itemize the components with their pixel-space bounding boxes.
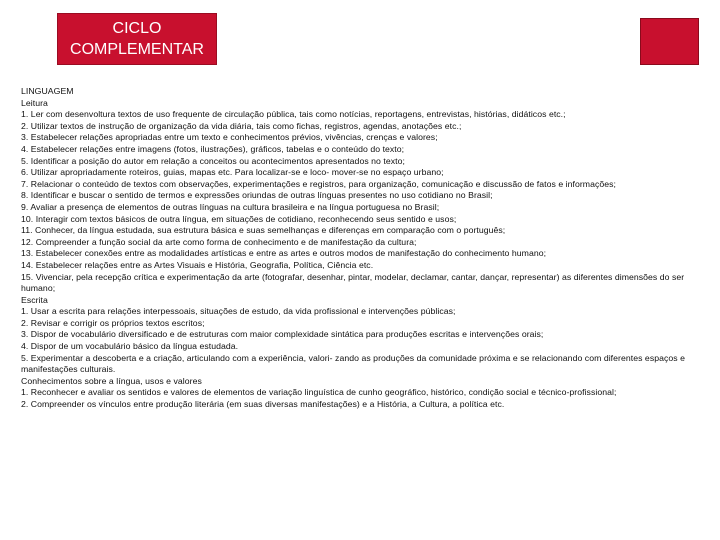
reading-item-1: 1. Ler com desenvoltura textos de uso frequente de circulação pública, tais como notícias, reportagens, entrevistas, histórias, didáticos etc.; xyxy=(21,109,566,120)
reading-item-10: 10. Interagir com textos básicos de outra língua, em situações de cotidiano, reconhecendo seus sentido e usos; xyxy=(21,213,457,224)
reading-item-5: 5. Identificar a posição do autor em relação a conceitos ou acontecimentos apresentados no texto; xyxy=(21,155,405,166)
reading-item-14: 14. Estabelecer relações entre as Artes Visuais e História, Geografia, Política, Ciência etc. xyxy=(21,259,374,270)
language-knowledge-item-2: 2. Compreender os vínculos entre produção literária (em suas diversas manifestações) e a História, a Cultura, a política etc. xyxy=(21,399,505,410)
writing-item-4: 4. Dispor de um vocabulário básico da língua estudada. xyxy=(21,341,239,352)
writing-item-3: 3. Dispor de vocabulário diversificado e de estruturas com maior complexidade sintática para produções escritas e intervenções orais; xyxy=(21,329,544,340)
reading-item-7: 7. Relacionar o conteúdo de textos com observações, experimentações e registros, para organização, comunicação e discussão de fatos e informações; xyxy=(21,178,616,189)
reading-item-4: 4. Estabelecer relações entre imagens (fotos, ilustrações), gráficos, tabelas e o conteúdo do texto; xyxy=(21,143,405,154)
reading-item-6: 6. Utilizar apropriadamente roteiros, guias, mapas etc. Para localizar-se e loco- mover-se no espaço urbano; xyxy=(21,167,444,178)
title-line-2: COMPLEMENTAR xyxy=(70,41,204,58)
reading-item-9: 9. Avaliar a presença de elementos de outras línguas na cultura brasileira e na língua portuguesa no Brasil; xyxy=(21,201,440,212)
reading-item-13: 13. Estabelecer conexões entre as modalidades artísticas e entre as artes e outros modos de manifestação do conhecimento humano; xyxy=(21,248,547,259)
reading-item-8: 8. Identificar e buscar o sentido de termos e expressões oriundas de outras línguas presentes no uso cotidiano no Brasil; xyxy=(21,190,493,201)
title-line-1: CICLO xyxy=(112,20,162,37)
writing-item-1: 1. Usar a escrita para relações interpessoais, situações de estudo, da vida profissional e intervenções públicas; xyxy=(21,306,456,317)
reading-item-3: 3. Estabelecer relações apropriadas entre um texto e conhecimentos prévios, vivências, crenças e valores; xyxy=(21,132,438,143)
content-body xyxy=(21,86,691,411)
writing-heading: Escrita xyxy=(21,294,48,305)
title-banner xyxy=(57,13,217,65)
reading-item-2: 2. Utilizar textos de instrução de organização da vida diária, tais como fichas, registros, agendas, anotações etc.; xyxy=(21,120,462,131)
reading-item-11: 11. Conhecer, da língua estudada, sua estrutura básica e suas semelhanças e diferenças em comparação com o português; xyxy=(21,225,506,236)
language-knowledge-heading: Conhecimentos sobre a língua, usos e valores xyxy=(21,375,202,386)
language-knowledge-item-1: 1. Reconhecer e avaliar os sentidos e valores de elementos de variação linguística de cunho geográfico, histórico, condição social e técnico-profissional; xyxy=(21,387,617,398)
writing-item-5: 5. Experimentar a descoberta e a criação, articulando com a experiência, valori- zando as produções da comunidade próxima e se relacionando com diferentes espaços e manifestações culturais. xyxy=(21,352,685,375)
section-heading: LINGUAGEM xyxy=(21,86,74,96)
reading-item-15: 15. Vivenciar, pela recepção crítica e experimentação da arte (fotografar, desenhar, pintar, modelar, declamar, cantar, dançar, representar) as diferentes dimensões do ser humano; xyxy=(21,271,685,294)
reading-item-12: 12. Compreender a função social da arte como forma de conhecimento e de manifestação da cultura; xyxy=(21,236,417,247)
decorative-square xyxy=(640,18,699,65)
writing-item-2: 2. Revisar e corrigir os próprios textos escritos; xyxy=(21,317,205,328)
reading-heading: Leitura xyxy=(21,97,48,108)
